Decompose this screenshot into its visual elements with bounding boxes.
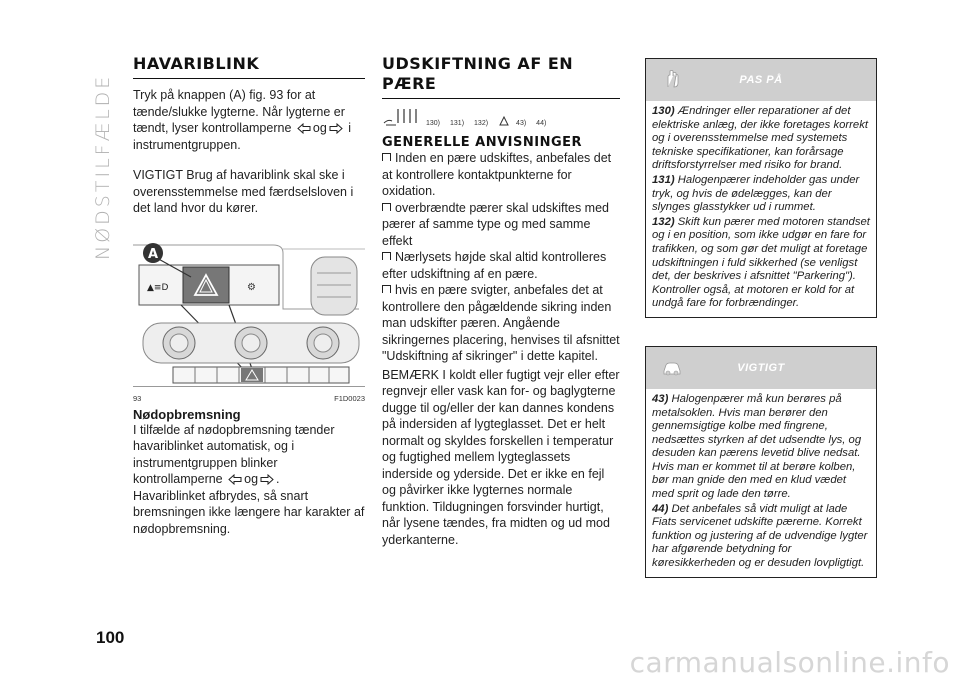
column-notes (645, 58, 877, 578)
warning-note: 131) Halogenpærer indeholder gas under tryk, og hvis de ødelægges, kan der slynges glasstykker ud i rummet. (652, 173, 860, 214)
ref-131: 131) (450, 120, 465, 127)
bullet-icon (382, 285, 391, 293)
important-title: VIGTIGT (737, 361, 785, 374)
bulb-reference-icon (382, 105, 420, 127)
figure-label-a: A (148, 246, 159, 262)
list-item: hvis en pære svigter, anbefales det at kontrollere den pågældende sikring inden man udskifter pæren. Angående sikringernes placering, henvises til afsnittet "Udskiftning af sikringer" i dette kapitel. (382, 283, 620, 363)
reference-marks (382, 105, 620, 127)
ref-44: 44) (536, 120, 547, 127)
warning-title: PAS PÅ (739, 74, 783, 86)
list-item: overbrændte pærer skal udskiftes med pærer af samme type og med samme effekt (382, 200, 609, 248)
turn-left-indicator-icon (297, 123, 311, 134)
bullet-icon (382, 203, 391, 211)
svg-text:⚙: ⚙ (247, 281, 256, 293)
warning-note: 132) Skift kun pærer med motoren standset og i en position, som ikke udgør en fare for trafikken, og som gør det muligt at foretage udskiftningen i fuld sikkerhed (se venligst det, der beskrives i afsnittet "Parkering"). Kontroller også, at motoren er kold for at undgå fare for forbrændinger. (652, 215, 870, 310)
hand-warning-icon (662, 69, 682, 89)
page-number: 100 (96, 628, 125, 647)
car-important-icon (662, 357, 682, 377)
chapter-tab: NØDSTILFÆLDE (92, 73, 114, 260)
ref-130: 130) (426, 120, 441, 127)
column-bulb-replacement (382, 54, 620, 548)
list-item: Inden en pære udskiftes, anbefales det at kontrollere kontaktpunkterne for oxidation. (382, 151, 612, 198)
list-item: Nærlysets højde skal altid kontrolleres efter udskiftning af en pære. (382, 250, 607, 281)
important-note: 43) Halogenpærer må kun berøres på metalsoklen. Hvis man berører den gennemsigtige kolbe med fingrene, nedsættes styrken af det udsendte lys, og desuden kan pærens levetid blive nedsat. Hvis man er kommet til at berøre kolben, bør man gnide den med en klud vædet med sprit og lade den tørre. (652, 392, 862, 501)
warning-box (645, 58, 877, 318)
section-heading-hazard: HAVARIBLINK (133, 54, 365, 79)
important-header (646, 347, 876, 389)
warning-note: 130) Ændringer eller reparationer af det elektriske anlæg, der ikke foretages korrekt og i overensstemmelse med systemets tekniske specifikationer, kan forårsage driftsforstyrrelser med risiko for brand. (652, 105, 868, 172)
bullet-icon (382, 252, 391, 260)
turn-right-indicator-icon (260, 474, 274, 485)
paragraph-hazard-intro: Tryk på knappen (A) fig. 93 for at tænde/slukke lygterne. Når lygterne er tændt, lyser kontrollamperne og i instrumentgruppen. (133, 88, 352, 152)
watermark: carmanualsonline.info (629, 646, 950, 679)
paragraph-condensation: BEMÆRK I koldt eller fugtigt vejr eller efter regnvejr eller vask kan for- og baglygterne dugge til og/eller der kan dannes kondens på indersiden af lygteglasset. Det er helt normalt og skyldes forskellen i temperatur og fugtighed mellem lygteglassets inderside og yderside. Det er ikke en fejl og påvirker ikke lygternes normale funktion. Tildugningen forsvinder hurtigt, når lysene tændes, fra midten og ud mod yderkanterne. (382, 367, 620, 547)
warning-body (646, 101, 876, 317)
column-hazard-lights (133, 54, 365, 537)
ref-132: 132) (474, 120, 489, 127)
paragraph-hazard-off: Havariblinket afbrydes, så snart bremsningen ikke længere har karakter af nødopbremsning. (133, 488, 365, 536)
dashboard-illustration (133, 239, 365, 387)
important-icon (498, 115, 510, 127)
turn-right-indicator-icon (329, 123, 343, 134)
paragraph-hazard-important: VIGTIGT Brug af havariblink skal ske i overensstemmelse med færdselsloven i det land hvor du kører. (133, 168, 354, 215)
important-body (646, 389, 876, 577)
bullet-icon (382, 153, 391, 161)
figure-code: F1D0023 (334, 393, 365, 403)
turn-left-indicator-icon (228, 474, 242, 485)
section-heading-bulb: UDSKIFTNING AF EN PÆRE (382, 54, 620, 99)
subheading-emergency-braking: Nødopbremsning (133, 406, 241, 422)
ref-43: 43) (516, 120, 527, 127)
important-note: 44) Det anbefales så vidt muligt at lade Fiats servicenet udskifte pærerne. Korrekt funktion og justering af de udvendige lygter har afgørende betydning for køresikkerheden og er desuden lovpligtigt. (652, 502, 868, 570)
warning-header (646, 59, 876, 101)
svg-text:▲≡D: ▲≡D (147, 282, 169, 293)
figure-number: 93 (133, 393, 142, 403)
paragraph-emergency-braking: I tilfælde af nødopbremsning tænder havariblinket automatisk, og i instrumentgruppen blinker kontrollamperne og . (133, 422, 335, 486)
figure-hazard-button (133, 239, 365, 403)
figure-caption (133, 394, 365, 403)
important-box (645, 346, 877, 578)
subheading-general: GENERELLE ANVISNINGER (382, 135, 583, 150)
